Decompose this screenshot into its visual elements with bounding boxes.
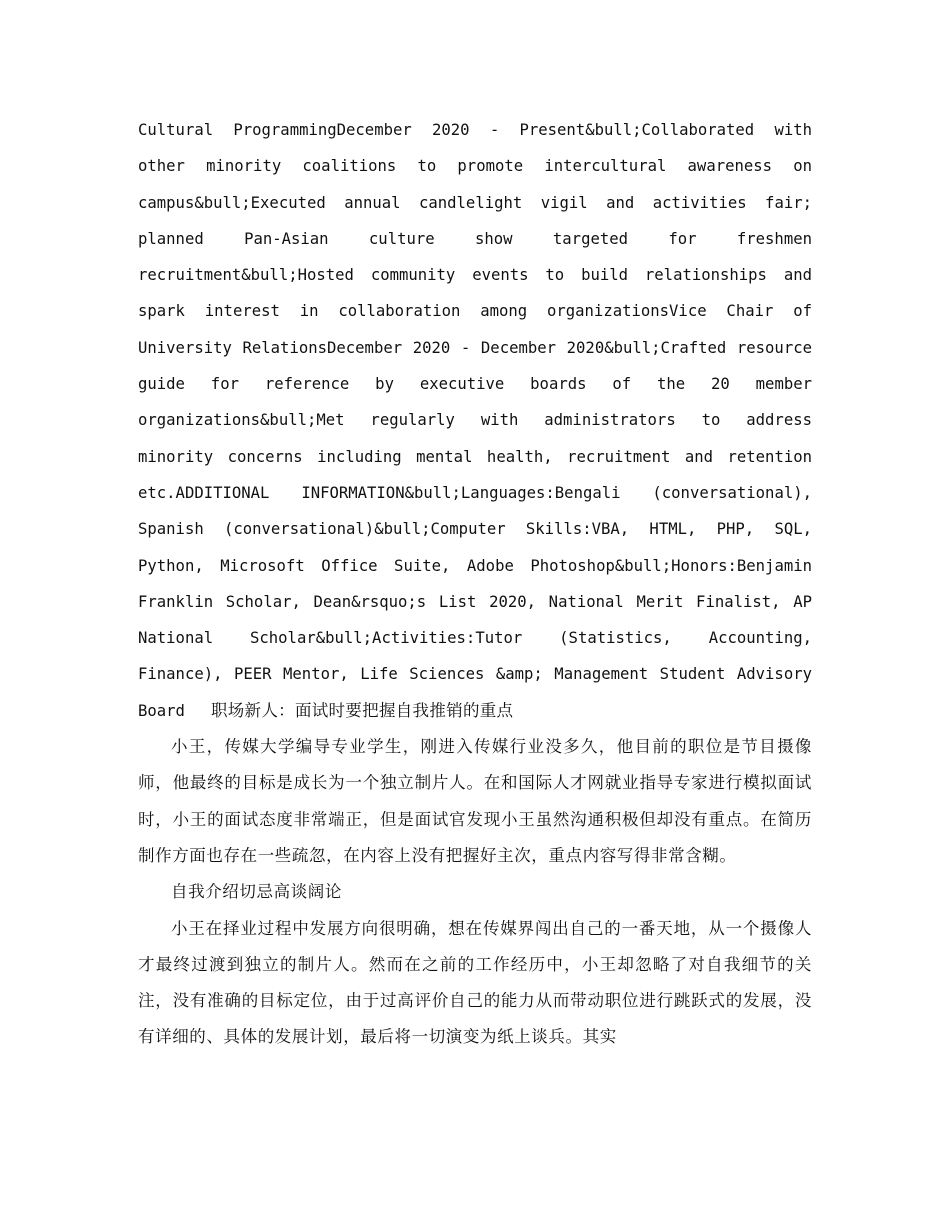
article-title: 职场新人：面试时要把握自我推销的重点 xyxy=(210,700,514,720)
resume-excerpt xyxy=(138,112,812,729)
resume-text: Cultural ProgrammingDecember 2020 - Present&bull;Collaborated with other minority coalitions to promote intercultural awareness on campus&bull;Executed annual candlelight vigil and activities fair; planned Pan-Asian culture show targeted for freshmen recruitment&bull;Hosted community events to build relationships and spark interest in collaboration among organizationsVice Chair of University RelationsDecember 2020 - December 2020&bull;Crafted resource guide for reference by executive boards of the 20 member organizations&bull;Met regularly with administrators to address minority concerns including mental health, recruitment and retention etc.ADDITIONAL INFORMATION&bull;Languages:Bengali (conversational), Spanish (conversational)&bull;Computer Skills:VBA, HTML, PHP, SQL, Python, Microsoft Office Suite, Adobe Photoshop&bull;Honors:Benjamin Franklin Scholar, Dean&rsquo;s List 2020, National Merit Finalist, AP National Scholar&bull;Activities:Tutor (Statistics, Accounting, Finance), PEER Mentor, Life Sciences &amp; Management Student Advisory Board xyxy=(138,121,812,720)
article-paragraph-2: 小王在择业过程中发展方向很明确，想在传媒界闯出自己的一番天地，从一个摄像人才最终过渡到独立的制片人。然而在之前的工作经历中，小王却忽略了对自我细节的关注，没有准确的目标定位，由于过高评价自己的能力从而带动职位进行跳跃式的发展，没有详细的、具体的发展计划，最后将一切演变为纸上谈兵。其实 xyxy=(138,918,812,1047)
section-heading: 自我介绍切忌高谈阔论 xyxy=(171,882,342,902)
article-paragraph-1: 小王，传媒大学编导专业学生，刚进入传媒行业没多久，他目前的职位是节目摄像师，他最终的目标是成长为一个独立制片人。在和国际人才网就业指导专家进行模拟面试时，小王的面试态度非常端正，但是面试官发现小王虽然沟通积极但却没有重点。在简历制作方面也存在一些疏忽，在内容上没有把握好主次，重点内容写得非常含糊。 xyxy=(138,737,812,865)
document-page xyxy=(138,112,812,1056)
